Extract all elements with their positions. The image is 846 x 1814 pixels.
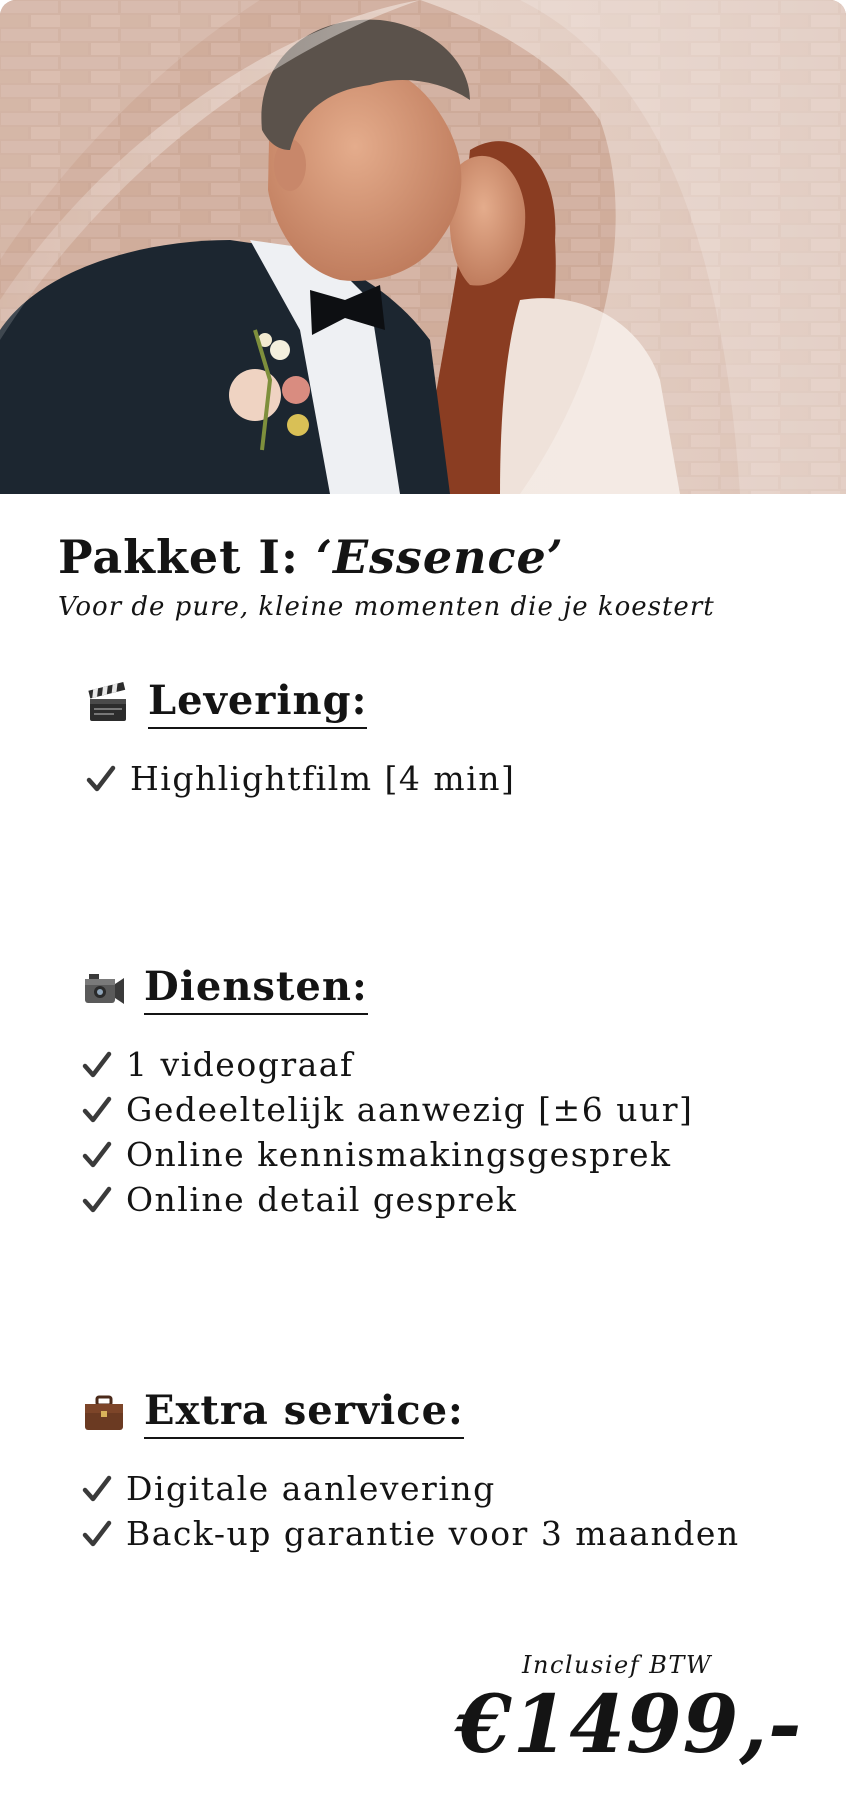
- section-extra-service: [82, 1382, 782, 1556]
- checkmark-icon: [82, 1474, 112, 1504]
- section-title: Diensten:: [144, 963, 368, 1015]
- feature-list: [82, 1466, 782, 1556]
- list-item-text: Gedeeltelijk aanwezig [±6 uur]: [126, 1090, 694, 1129]
- list-item-text: Highlightfilm [4 min]: [130, 759, 516, 798]
- list-item-text: Online kennismakingsgesprek: [126, 1135, 672, 1174]
- checkmark-icon: [82, 1095, 112, 1125]
- list-item: [82, 1177, 782, 1222]
- section-header: [86, 672, 786, 734]
- list-item-text: Digitale aanlevering: [126, 1469, 496, 1508]
- section-diensten: [82, 958, 782, 1222]
- clapperboard-icon: [86, 681, 130, 725]
- list-item: [82, 1466, 782, 1511]
- package-title-prefix: Pakket I:: [58, 530, 316, 584]
- list-item-text: Back-up garantie voor 3 maanden: [126, 1514, 740, 1553]
- price-amount: €1499,-: [456, 1677, 803, 1771]
- section-title: Levering:: [148, 677, 367, 729]
- list-item: [82, 1132, 782, 1177]
- package-subtitle: Voor de pure, kleine momenten die je koestert: [58, 592, 715, 622]
- checkmark-icon: [82, 1140, 112, 1170]
- checkmark-icon: [82, 1050, 112, 1080]
- feature-list: [86, 756, 786, 801]
- section-levering: [86, 672, 786, 801]
- section-header: [82, 1382, 782, 1444]
- list-item: [82, 1511, 782, 1556]
- briefcase-icon: [82, 1391, 126, 1435]
- video-camera-icon: [82, 967, 126, 1011]
- checkmark-icon: [82, 1519, 112, 1549]
- package-name: ‘Essence’: [315, 530, 564, 584]
- list-item-text: Online detail gesprek: [126, 1180, 518, 1219]
- checkmark-icon: [82, 1185, 112, 1215]
- package-title: [58, 528, 564, 586]
- feature-list: [82, 1042, 782, 1222]
- price-note: Inclusief BTW: [522, 1651, 713, 1679]
- section-header: [82, 958, 782, 1020]
- list-item: [82, 1042, 782, 1087]
- checkmark-icon: [86, 764, 116, 794]
- list-item: [82, 1087, 782, 1132]
- list-item-text: 1 videograaf: [126, 1045, 354, 1084]
- section-title: Extra service:: [144, 1387, 464, 1439]
- list-item: [86, 756, 786, 801]
- wedding-photo: [0, 0, 846, 494]
